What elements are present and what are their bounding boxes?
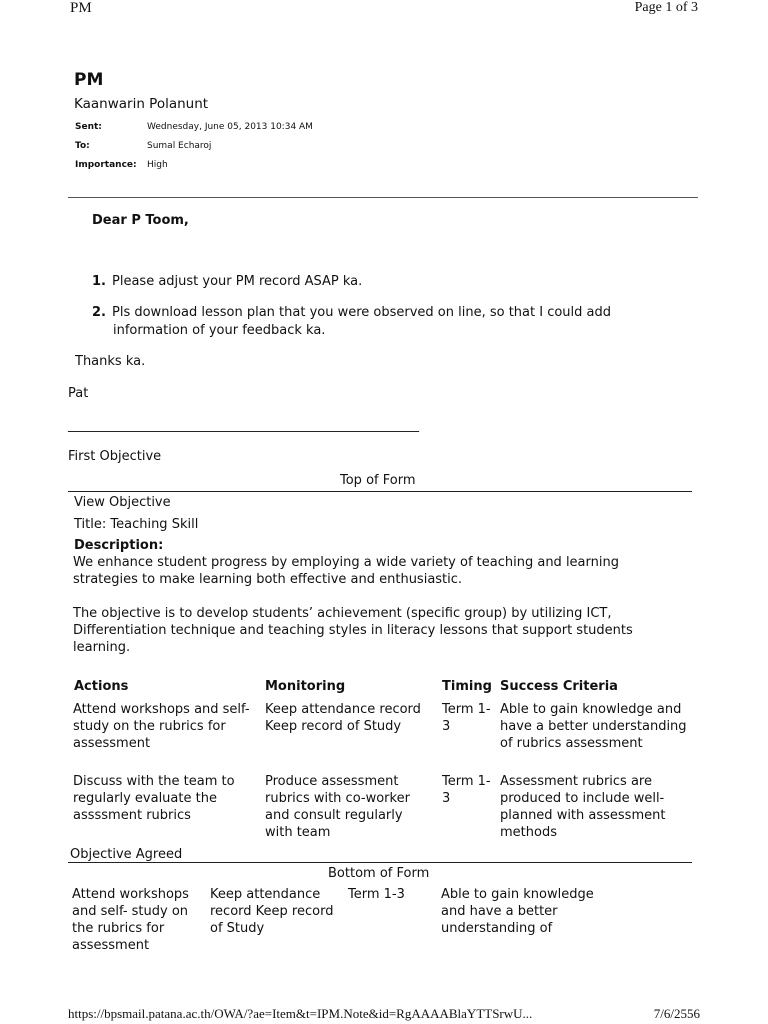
list-item-1-number: 1. — [92, 274, 106, 289]
list-item-2-line2: information of your feedback ka. — [113, 323, 326, 338]
email-subject: PM — [74, 70, 104, 90]
table-header-monitoring: Monitoring — [265, 679, 346, 694]
table-header-success-criteria: Success Criteria — [500, 679, 618, 694]
importance-value: High — [147, 160, 168, 170]
table-header-actions: Actions — [74, 679, 129, 694]
description-label: Description: — [74, 538, 164, 553]
agreed-row-success: Able to gain knowledge and have a better understanding of — [441, 887, 594, 936]
importance-label: Importance: — [75, 160, 137, 170]
table-row-2-success: Assessment rubrics are produced to include well-planned with assessment methods — [500, 774, 666, 840]
page-header-title: PM — [70, 0, 92, 16]
table-row-2-timing: Term 1-3 — [442, 774, 491, 806]
description-p1-line2: strategies to make learning both effective and enthusiastic. — [73, 572, 463, 587]
agreed-row-timing: Term 1-3 — [348, 887, 405, 902]
description-p2-line2: Differentiation technique and teaching styles in literacy lessons that support students — [73, 623, 633, 638]
top-of-form-rule — [68, 491, 692, 492]
email-sender: Kaanwarin Polanunt — [74, 96, 209, 112]
to-value: Sumal Echaroj — [147, 141, 212, 151]
table-row-2-actions: Discuss with the team to regularly evaluate the assssment rubrics — [73, 774, 235, 823]
signature: Pat — [68, 386, 89, 401]
objective-title: Title: Teaching Skill — [74, 517, 199, 532]
signature-underline: ______________________________________________________ — [68, 418, 419, 433]
description-p2-line3: learning. — [73, 640, 131, 655]
top-of-form-label: Top of Form — [340, 473, 416, 488]
list-item-1-text: Please adjust your PM record ASAP ka. — [112, 274, 363, 289]
to-label: To: — [75, 141, 90, 151]
list-item-2-number: 2. — [92, 305, 106, 320]
footer-date: 7/6/2556 — [653, 1006, 700, 1021]
table-row-1-success: Able to gain knowledge and have a better understanding of rubrics assessment — [500, 702, 687, 751]
table-row-1-monitoring: Keep attendance record Keep record of Study — [265, 702, 421, 734]
table-row-1-timing: Term 1-3 — [442, 702, 491, 734]
footer-url: https://bpsmail.patana.ac.th/OWA/?ae=Item&t=IPM.Note&id=RgAAAABlaYTTSrwU... — [68, 1006, 533, 1021]
bottom-of-form-rule — [68, 862, 692, 863]
objective-agreed-label: Objective Agreed — [70, 847, 183, 862]
description-p2-line1: The objective is to develop students’ achievement (specific group) by utilizing ICT, — [73, 606, 612, 621]
bottom-of-form-label: Bottom of Form — [328, 866, 430, 881]
list-item-2-line1: Pls download lesson plan that you were observed on line, so that I could add — [112, 305, 612, 320]
agreed-row-actions: Attend workshops and self- study on the rubrics for assessment — [72, 887, 189, 953]
greeting: Dear P Toom, — [92, 213, 189, 228]
description-p1-line1: We enhance student progress by employing a wide variety of teaching and learning — [73, 555, 619, 570]
table-row-2-monitoring: Produce assessment rubrics with co-worker and consult regularly with team — [265, 774, 410, 840]
agreed-row-monitoring: Keep attendance record Keep record of Study — [210, 887, 334, 936]
table-header-timing: Timing — [442, 679, 492, 694]
page-number: Page 1 of 3 — [634, 0, 698, 15]
thanks-text: Thanks ka. — [75, 354, 146, 369]
sent-label: Sent: — [75, 122, 102, 132]
sent-value: Wednesday, June 05, 2013 10:34 AM — [147, 122, 313, 132]
view-objective-label: View Objective — [74, 495, 171, 510]
header-divider — [68, 197, 698, 198]
table-row-1-actions: Attend workshops and self-study on the rubrics for assessment — [73, 702, 250, 751]
objective-heading: First Objective — [68, 449, 162, 464]
